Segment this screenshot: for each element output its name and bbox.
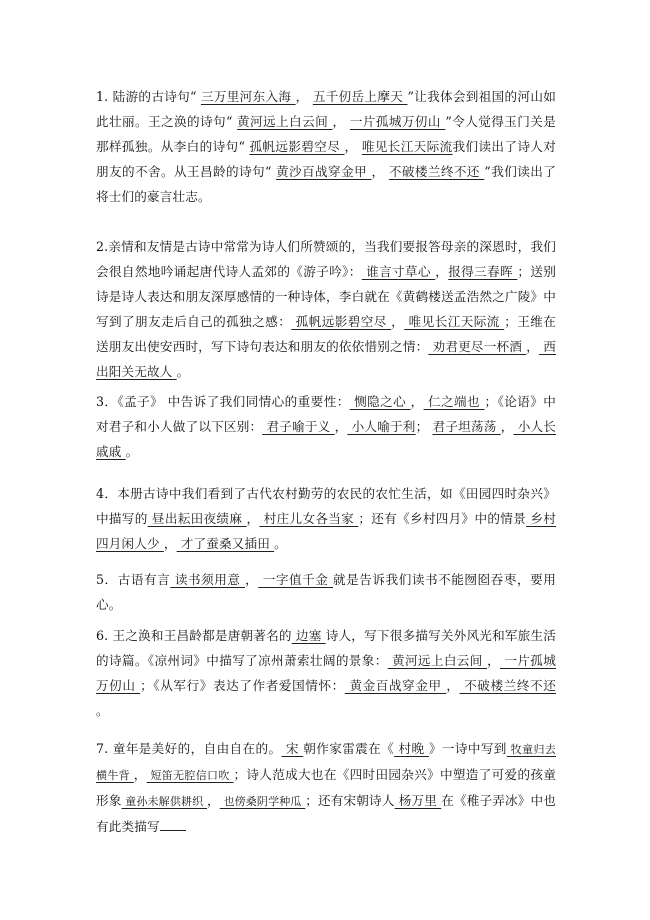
q2-text-1: 2.亲情和友情是古诗中常常为诗人们所赞颂的，当我们要报答母亲的深恩时，我们会很自然地吟诵起唐代诗人孟郊的《游子吟》：: [96, 239, 556, 279]
q3-sep-3: ，: [500, 419, 514, 434]
q3-text-2: ；《论语》中对君子和小人做了以下区别：: [96, 394, 556, 434]
q1-answer-6: 唯见长江天际流: [361, 139, 453, 154]
q4-text-1: 4．本册古诗中我们看到了古代农村勤劳的农民的农忙生活，如《田园四时杂兴》中描写的: [96, 486, 556, 526]
q4-sep-1: ，: [246, 511, 260, 526]
q7-answer-1: 宋: [281, 741, 304, 756]
q7-answer-4: 短笛无腔信口吹: [146, 769, 234, 782]
question-6: [96, 623, 556, 723]
q5-answer-1: 读书须用意: [170, 572, 246, 587]
q7-sep-1: ，: [133, 767, 147, 782]
q3-text-1: 3．《孟子》 中告诉了我们同情心的重要性：: [96, 394, 350, 409]
q1-answer-7: 黄沙百战穿金甲: [276, 164, 372, 179]
q7-text-6: 在《稚子弄冰》中也有此类描写: [96, 793, 557, 834]
q1-sep-4: ，: [371, 164, 389, 179]
q7-answer-5: 童孙未解供耕织: [121, 795, 208, 808]
q5-text-1: 5．古语有言: [96, 572, 171, 587]
q3-text-3: ；: [415, 419, 433, 434]
q1-answer-4: 一片孤城万仞山: [349, 114, 446, 129]
q7-answer-2: 村晚: [394, 741, 429, 756]
q2-sep-2: ，: [391, 314, 405, 329]
q6-text-4: 。: [96, 703, 109, 718]
q1-text-3: ”令人觉得玉门关是那样孤独。从李白的诗句“: [96, 114, 556, 154]
q1-sep-1: ，: [295, 89, 313, 104]
q1-text-1: 1. 陆游的古诗句“: [96, 89, 201, 104]
q5-answer-2: 一字值千金: [258, 572, 333, 587]
q7-text-5: ；还有宋朝诗人: [305, 793, 395, 808]
q2-answer-5: 劝君更尽一杯酒: [428, 339, 527, 354]
q7-answer-3: 牧童归去横牛背: [96, 743, 556, 782]
q4-sep-2: ，: [163, 536, 177, 551]
q3-answer-3: 君子喻于义: [262, 419, 335, 434]
q1-answer-3: 黄河远上白云间: [237, 114, 333, 129]
q2-answer-3: 孤帆远影碧空尽: [291, 314, 392, 329]
q2-answer-4: 唯见长江天际流: [404, 314, 505, 329]
q6-answer-5: 不破楼兰终不还: [459, 678, 556, 693]
question-7: [96, 736, 556, 839]
question-5: [96, 567, 556, 617]
q4-answer-1: 昼出耘田夜绩麻: [147, 511, 247, 526]
q7-trailing-blank: [160, 816, 186, 831]
q6-answer-2: 黄河远上白云间: [387, 653, 488, 668]
q2-answer-6: 西出阳关无故人: [96, 339, 556, 379]
q6-sep-2: ，: [446, 678, 460, 693]
q4-text-3: 。: [274, 536, 287, 551]
q6-text-3: ；《从军行》表达了作者爱国情怀：: [140, 678, 345, 693]
q5-text-2: 就是告诉我们读书不能囫囵吞枣，要用心。: [96, 572, 556, 612]
q1-text-2: ”让我体会到祖国的河山如此壮丽。王之涣的诗句“: [96, 89, 556, 129]
q7-answer-6: 也傍桑阴学种瓜: [219, 795, 306, 808]
q1-answer-5: 孤帆远影碧空尽: [249, 139, 345, 154]
q2-answer-1: 谁言寸草心: [361, 264, 436, 279]
q2-sep-1: ，: [435, 264, 449, 279]
question-2: [96, 234, 556, 384]
question-3: [96, 389, 556, 464]
q7-text-3: 》一诗中写到: [428, 741, 507, 756]
q3-sep-2: ，: [334, 419, 348, 434]
q7-answer-7: 杨万里: [394, 793, 442, 808]
q2-text-3: ；王维在送朋友出使安西时，写下诗句表达和朋友的依依惜别之情：: [96, 314, 557, 354]
q7-text-4: ；诗人范成大也在《四时田园杂兴》中塑造了可爱的孩童形象: [96, 767, 556, 808]
q6-text-2: 诗人，写下很多描写关外风光和军旅生活的诗篇。《凉州词》中描写了凉州萧索壮阔的景象：: [96, 628, 556, 668]
q7-sep-2: ，: [207, 793, 220, 808]
q1-answer-1: 三万里河东入海: [200, 89, 296, 104]
q3-answer-4: 小人喻于利: [347, 419, 416, 434]
question-1: [96, 84, 556, 209]
q6-answer-1: 边塞: [291, 628, 326, 643]
q3-text-4: 。: [125, 444, 139, 459]
q1-answer-8: 不破楼兰终不还: [388, 164, 485, 179]
q4-answer-4: 才了蚕桑又插田: [176, 536, 275, 551]
q7-text-2: 朝作家雷震在《: [303, 741, 395, 756]
q1-answer-2: 五千仞岳上摩天: [312, 89, 408, 104]
q3-answer-6: 小人长戚戚: [96, 419, 557, 459]
q2-answer-2: 报得三春晖: [448, 264, 518, 279]
q3-answer-2: 仁之端也: [423, 394, 485, 409]
q1-sep-2: ，: [332, 114, 350, 129]
q2-sep-3: ，: [526, 339, 540, 354]
q7-text-1: 7. 童年是美好的，自由自在的。: [96, 741, 282, 756]
q4-text-2: ；还有《乡村四月》中的情景: [358, 511, 527, 526]
question-4: [96, 481, 556, 556]
q2-text-2: ；送别诗是诗人表达和朋友深厚感情的一种诗体，李白就在《黄鹤楼送孟浩然之广陵》中写到了朋友走后自己的孤独之感：: [96, 264, 557, 329]
q6-answer-3: 一片孤城万仞山: [96, 653, 557, 693]
q3-sep-1: ，: [410, 394, 424, 409]
q4-answer-2: 村庄儿女各当家: [259, 511, 359, 526]
q6-sep-1: ，: [487, 653, 501, 668]
q1-text-4: 我们读出了诗人对朋友的不舍。从王昌龄的诗句“: [96, 139, 556, 179]
q5-sep-1: ，: [245, 572, 259, 587]
q1-text-5: ”我们读出了将士们的豪言壮志。: [96, 164, 556, 204]
q2-text-4: 。: [176, 364, 190, 379]
q6-text-1: 6. 王之涣和王昌龄都是唐朝著名的: [96, 628, 292, 643]
q1-sep-3: ，: [344, 139, 362, 154]
q3-answer-5: 君子坦荡荡: [432, 419, 501, 434]
q3-answer-1: 恻隐之心: [349, 394, 411, 409]
q4-answer-3: 乡村四月闲人少: [96, 511, 557, 551]
q6-answer-4: 黄金百战穿金甲: [344, 678, 447, 693]
